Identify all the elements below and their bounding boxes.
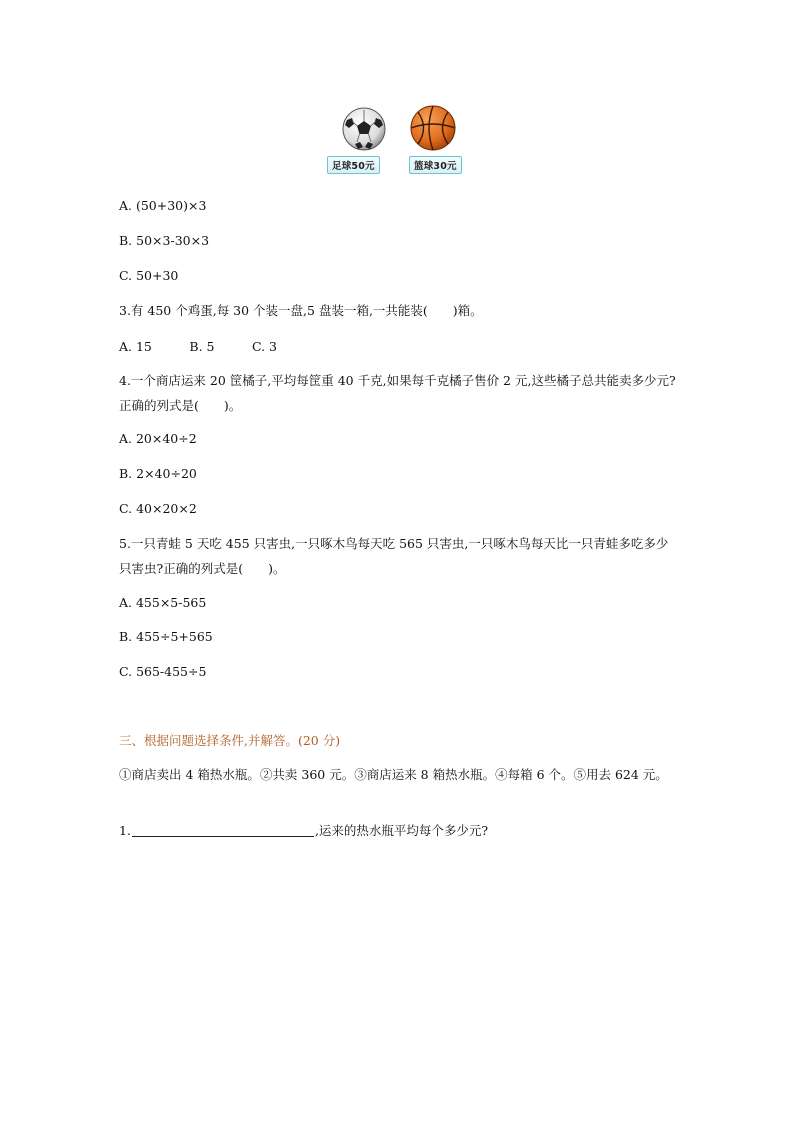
q3-options: A. 15 B. 5 C. 3 [119, 339, 277, 354]
soccer-price-label: 足球50元 [327, 156, 380, 174]
q5-option-b: B. 455÷5+565 [119, 629, 213, 644]
basketball-icon [409, 104, 457, 152]
answer-blank[interactable] [132, 822, 314, 837]
section-3-conditions: ①商店卖出 4 箱热水瓶。②共卖 360 元。③商店运来 8 箱热水瓶。④每箱 6 个。⑤用去 624 元。 [119, 767, 668, 782]
q2-option-c: C. 50+30 [119, 268, 179, 283]
q4-option-c: C. 40×20×2 [119, 501, 197, 516]
q5-text: 5.一只青蛙 5 天吃 455 只害虫,一只啄木鸟每天吃 565 只害虫,一只啄木鸟每天比一只青蛙多吃多少只害虫?正确的列式是( )。 [119, 536, 669, 576]
question-1-number: 1. [119, 823, 131, 838]
basketball-price-label: 篮球30元 [409, 156, 462, 174]
question-1-text: ,运来的热水瓶平均每个多少元? [314, 823, 489, 838]
q2-option-a: A. (50+30)×3 [119, 198, 207, 213]
q3-text: 3.有 450 个鸡蛋,每 30 个装一盘,5 盘装一箱,一共能装( )箱。 [119, 303, 483, 318]
section-3-title: 三、根据问题选择条件,并解答。(20 分) [119, 733, 341, 748]
q4-option-a: A. 20×40÷2 [119, 431, 197, 446]
q2-option-b: B. 50×3-30×3 [119, 233, 210, 248]
q5-option-a: A. 455×5-565 [119, 595, 207, 610]
q4-text: 4.一个商店运来 20 筐橘子,平均每筐重 40 千克,如果每千克橘子售价 2 元,这些橘子总共能卖多少元?正确的列式是( )。 [119, 373, 676, 413]
section-3-question-1 [119, 822, 488, 839]
q5-option-c: C. 565-455÷5 [119, 664, 207, 679]
ball-illustration [0, 104, 794, 174]
soccer-ball-icon [341, 106, 387, 152]
q4-option-b: B. 2×40÷20 [119, 466, 197, 481]
